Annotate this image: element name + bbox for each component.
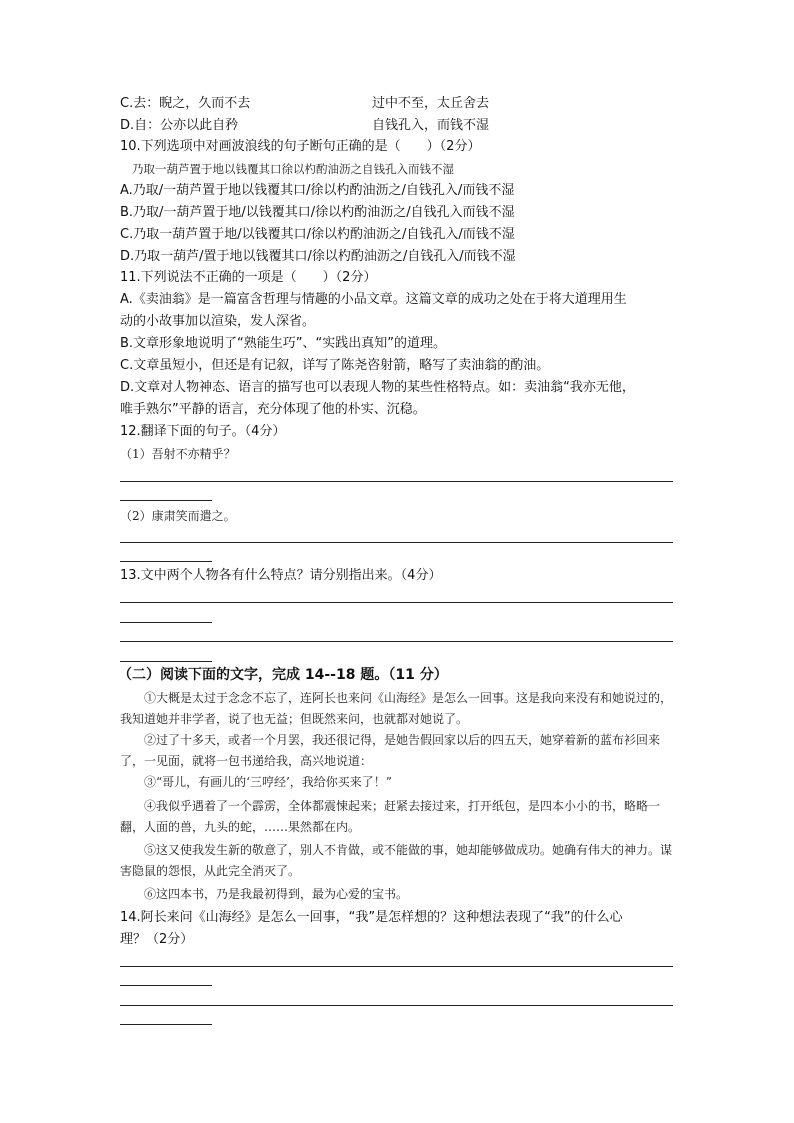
q10-sentence: 乃取一葫芦置于地以钱覆其口徐以杓酌油沥之自钱孔入而钱不湿 bbox=[132, 162, 454, 176]
q11-stem: 11.下列说法不正确的一项是（ ）（2分） bbox=[120, 270, 377, 285]
answer-line[interactable] bbox=[120, 602, 673, 603]
answer-line[interactable] bbox=[120, 1005, 673, 1006]
q12-stem: 12.翻译下面的句子。（4分） bbox=[120, 424, 286, 439]
answer-line-short[interactable] bbox=[120, 1024, 212, 1025]
q11-option-d-line2: 唯手熟尔”平静的语言，充分体现了他的朴实、沉稳。 bbox=[120, 402, 426, 417]
answer-line[interactable] bbox=[120, 966, 673, 967]
answer-line-short[interactable] bbox=[120, 500, 212, 501]
q12-sentence-2: （2）康肃笑而遣之。 bbox=[120, 509, 236, 523]
answer-line-short[interactable] bbox=[120, 561, 212, 562]
q10-option-d: D.乃取一葫芦/置于地以钱覆其口/徐以杓酌油沥之/自钱孔入/而钱不湿 bbox=[120, 249, 516, 264]
q10-option-a: A.乃取/一葫芦置于地以钱覆其口/徐以杓酌油沥之/自钱孔入/而钱不湿 bbox=[120, 183, 515, 198]
q10-stem: 10.下列选项中对画波浪线的句子断句正确的是（ ）（2分） bbox=[120, 139, 481, 154]
passage-paragraph-1: ①大概是太过于念念不忘了，连阿长也来问《山海经》是怎么一回事。这是我向来没有和她说过的，我知道她并非学者，说了也无益；但既然来问，也就都对她说了。 bbox=[120, 691, 673, 726]
q9-option-d-right: 自钱孔入，而钱不湿 bbox=[372, 118, 490, 133]
q9-option-d: D.自：公亦以此自矜 bbox=[120, 118, 239, 133]
q12-sentence-1: （1）吾射不亦精乎？ bbox=[120, 447, 236, 461]
q11-option-c: C.文章虽短小，但还是有记叙，详写了陈尧咨射箭，略写了卖油翁的酌油。 bbox=[120, 358, 550, 373]
passage-paragraph-2: ②过了十多天，或者一个月罢，我还很记得，是她告假回家以后的四五天，她穿着新的蓝布衫回来了，一见面，就将一包书递给我，高兴地说道： bbox=[120, 733, 661, 768]
section-heading: （二）阅读下面的文字，完成 14--18 题。（11 分） bbox=[118, 667, 448, 683]
q9-option-c: C.去：睨之，久而不去 bbox=[120, 96, 251, 111]
answer-line[interactable] bbox=[120, 481, 673, 482]
q11-option-a-line1: A.《卖油翁》是一篇富含哲理与情趣的小品文章。这篇文章的成功之处在于将大道理用生 bbox=[120, 292, 627, 307]
passage-paragraph-4: ④我似乎遇着了一个霹雳，全体都震悚起来；赶紧去接过来，打开纸包，是四本小小的书，略略一翻，人面的兽，九头的蛇，……果然都在内。 bbox=[120, 799, 661, 834]
q11-option-a-line2: 动的小故事加以渲染，发人深省。 bbox=[120, 314, 316, 329]
q13-stem: 13.文中两个人物各有什么特点？请分别指出来。（4分） bbox=[120, 568, 442, 583]
q10-option-b: B.乃取/一葫芦置于地/以钱覆其口/徐以杓酌油沥之/自钱孔入而钱不湿 bbox=[120, 205, 515, 220]
answer-line-short[interactable] bbox=[120, 661, 212, 662]
q9-option-c-right: 过中不至，太丘舍去 bbox=[372, 96, 490, 111]
q14-stem-line2: 理？（2分） bbox=[120, 932, 194, 947]
answer-line-short[interactable] bbox=[120, 985, 212, 986]
q11-option-b: B.文章形象地说明了“熟能生巧”、“实践出真知”的道理。 bbox=[120, 336, 446, 351]
answer-line[interactable] bbox=[120, 542, 673, 543]
passage-paragraph-6: ⑥这四本书，乃是我最初得到，最为心爱的宝书。 bbox=[144, 887, 409, 901]
q14-stem-line1: 14.阿长来问《山海经》是怎么一回事，“我”是怎样想的？这种想法表现了“我”的什么心 bbox=[120, 910, 623, 925]
q10-option-c: C.乃取一葫芦置于地/以钱覆其口/徐以杓酌油沥之/自钱孔入/而钱不湿 bbox=[120, 227, 515, 242]
passage-paragraph-3: ③“哥儿，有画儿的‘三哼经’，我给你买来了！” bbox=[144, 775, 392, 789]
q11-option-d-line1: D.文章对人物神态、语言的描写也可以表现人物的某些性格特点。如：卖油翁“我亦无他， bbox=[120, 380, 635, 395]
passage-paragraph-5: ⑤这又使我发生新的敬意了，别人不肯做，或不能做的事，她却能够做成功。她确有伟大的神力。谋害隐鼠的怨恨，从此完全消灭了。 bbox=[120, 843, 673, 878]
answer-line-short[interactable] bbox=[120, 622, 212, 623]
answer-line[interactable] bbox=[120, 641, 673, 642]
